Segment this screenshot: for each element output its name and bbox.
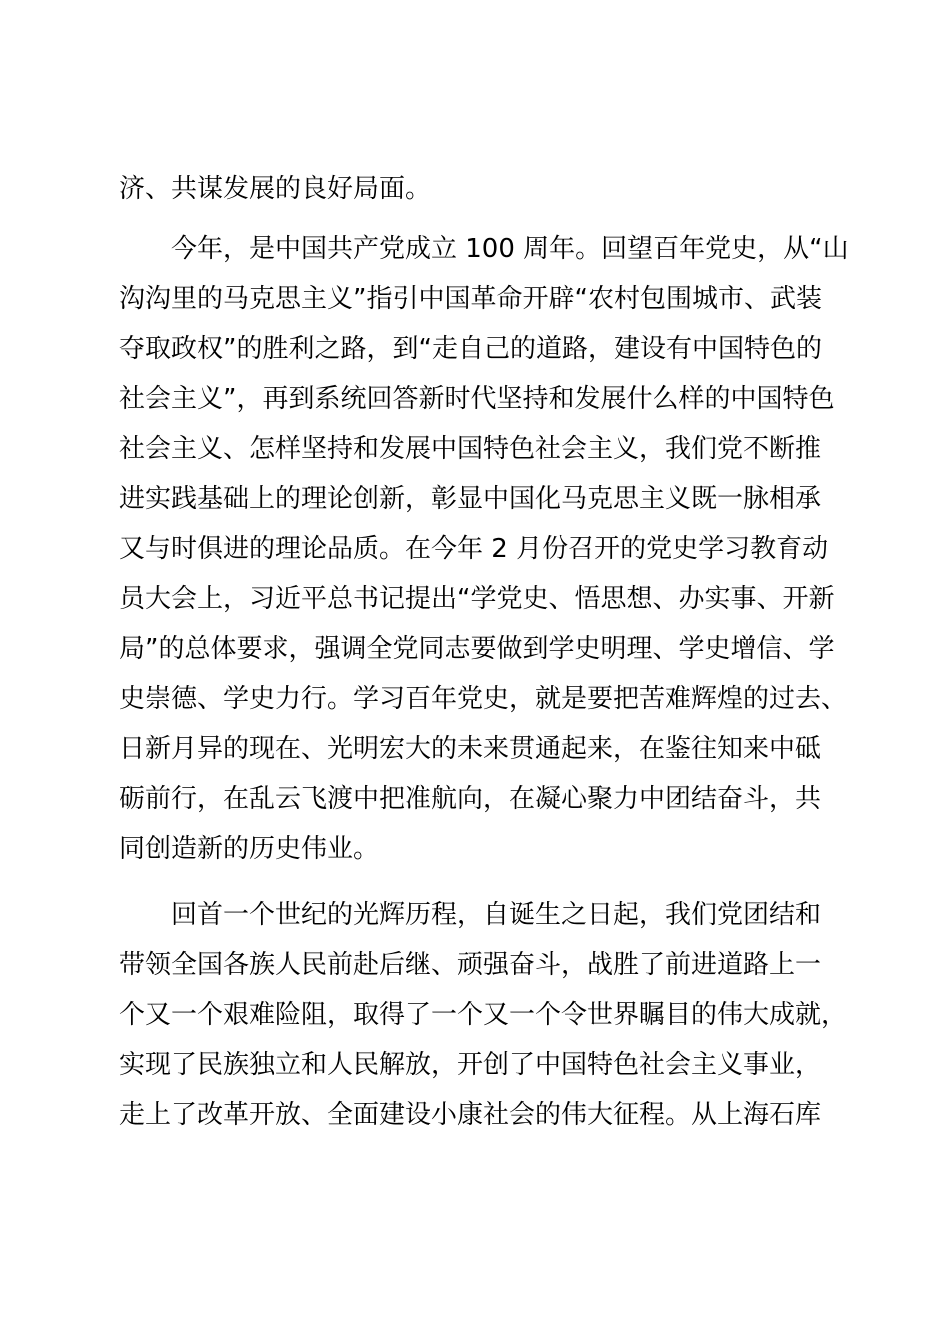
text-line: 沟沟里的马克思主义”指引中国革命开辟“农村包围城市、武装 <box>119 284 822 314</box>
text-line: 日新月异的现在、光明宏大的未来贯通起来，在鉴往知来中砥 <box>119 734 822 764</box>
text-line: 济、共谋发展的良好局面。 <box>119 174 432 204</box>
text-line: 社会主义”，再到系统回答新时代坚持和发展什么样的中国特色 <box>119 384 835 414</box>
paragraph-continuation <box>119 164 839 214</box>
text-line: 又与时俱进的理论品质。在今年 2 月份召开的党史学习教育动 <box>119 534 829 564</box>
paragraph-century-review <box>119 890 848 1140</box>
text-line: 进实践基础上的理论创新，彰显中国化马克思主义既一脉相承 <box>119 484 822 514</box>
text-line: 局”的总体要求，强调全党同志要做到学史明理、学史增信、学 <box>119 634 835 664</box>
text-line: 夺取政权”的胜利之路，到“走自己的道路，建设有中国特色的 <box>119 334 822 364</box>
text-line: 同创造新的历史伟业。 <box>119 834 380 864</box>
text-line: 社会主义、怎样坚持和发展中国特色社会主义，我们党不断推 <box>119 434 822 464</box>
text-line: 走上了改革开放、全面建设小康社会的伟大征程。从上海石库 <box>119 1100 822 1130</box>
text-line: 史崇德、学史力行。学习百年党史，就是要把苦难辉煌的过去、 <box>119 684 848 714</box>
text-line: 回首一个世纪的光辉历程，自诞生之日起，我们党团结和 <box>171 900 822 930</box>
text-line: 个又一个艰难险阻，取得了一个又一个令世界瞩目的伟大成就， <box>119 1000 848 1030</box>
text-line: 今年，是中国共产党成立 100 周年。回望百年党史，从“山 <box>171 234 849 264</box>
paragraph-centenary <box>119 224 849 874</box>
text-line: 实现了民族独立和人民解放，开创了中国特色社会主义事业， <box>119 1050 822 1080</box>
text-line: 员大会上，习近平总书记提出“学党史、悟思想、办实事、开新 <box>119 584 835 614</box>
text-line: 砺前行，在乱云飞渡中把准航向，在凝心聚力中团结奋斗，共 <box>119 784 822 814</box>
text-line: 带领全国各族人民前赴后继、顽强奋斗，战胜了前进道路上一 <box>119 950 822 980</box>
